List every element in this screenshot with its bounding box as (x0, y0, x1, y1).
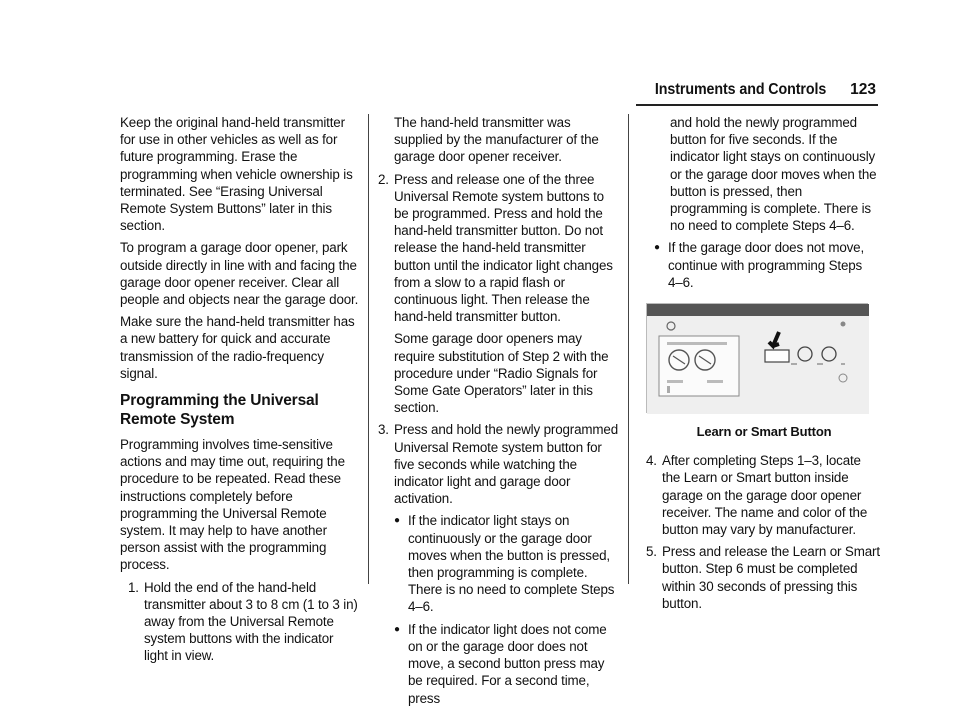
step-item (638, 452, 880, 538)
figure-caption: Learn or Smart Button (696, 424, 832, 440)
step-text: Press and release the Learn or Smart button. Step 6 must be completed within 30 seconds of pressing this button. (662, 544, 880, 611)
paragraph: To program a garage door opener, park outside directly in line with and facing the garage door opener receiver. Clear all people and objects near the garage door. (120, 240, 359, 308)
bullet-icon: ● (394, 515, 400, 527)
bullet-item (378, 621, 618, 707)
step-text: Hold the end of the hand-held transmitter about 3 to 8 cm (1 to 3 in) away from the Universal Remote system buttons with the indicator light in view. (144, 579, 358, 664)
column-divider-1 (368, 114, 369, 584)
step-item (378, 171, 618, 326)
step-number: 2. (378, 171, 389, 187)
column-2 (378, 114, 618, 712)
section-heading: Programming the Universal Remote System (120, 392, 319, 429)
step-number: 1. (128, 579, 139, 595)
paragraph: Keep the original hand-held transmitter for use in other vehicles as well as for future programming. Erase the programming when vehicle ownership is terminated. See “Erasing Universal Remote System Buttons” later in this section. (120, 115, 353, 234)
bullet-text: If the indicator light stays on continuously or the garage door moves when the button is pressed, then programming is complete. There is no need to complete Steps 4–6. (408, 513, 615, 615)
step-number: 4. (646, 453, 657, 469)
paragraph: Make sure the hand-held transmitter has a new battery for quick and accurate transmission of the radio-frequency signal. (120, 314, 355, 381)
bullet-icon: ● (394, 623, 400, 635)
garage-opener-illustration (647, 304, 869, 414)
column-3 (638, 114, 880, 617)
header-rule (636, 104, 878, 106)
bullet-icon: ● (654, 242, 660, 254)
paragraph: Some garage door openers may require substitution of Step 2 with the procedure under “Radio Signals for Some Gate Operators” later in this section. (394, 331, 609, 416)
step-number: 5. (646, 544, 657, 560)
column-1 (120, 114, 360, 670)
paragraph: and hold the newly programmed button for five seconds. If the indicator light stays on continuously or the garage door moves when the button is pressed, then programming is complete. There is no need to complete Steps 4–6. (670, 115, 877, 234)
bullet-text: If the indicator light does not come on or the garage door does not move, a second button press may be required. For a second time, press (408, 621, 607, 706)
bullet-item (638, 239, 880, 291)
paragraph: The hand-held transmitter was supplied by the manufacturer of the garage door opener receiver. (394, 115, 599, 165)
step-item (120, 579, 360, 665)
paragraph: Programming involves time-sensitive actions and may time out, requiring the procedure to be repeated. Read these instructions completely before programming the Universal Remote system. It may help to have another person assist with the programming process. (120, 437, 345, 573)
page-number: 123 (850, 81, 876, 98)
bullet-text: If the garage door does not move, continue with programming Steps 4–6. (668, 240, 865, 290)
step-text: After completing Steps 1–3, locate the Learn or Smart button inside garage on the garage door opener receiver. The name and color of the button may vary by manufacturer. (662, 453, 868, 538)
step-item (638, 543, 880, 612)
header-title: Instruments and Controls (654, 81, 826, 98)
step-text: Press and hold the newly programmed Universal Remote system button for five seconds while watching the indicator light and garage door activation. (394, 422, 618, 507)
column-divider-2 (628, 114, 629, 584)
bullet-item (378, 512, 618, 615)
learn-button-figure (646, 303, 868, 413)
step-item (378, 421, 618, 507)
step-number: 3. (378, 422, 389, 438)
step-text: Press and release one of the three Universal Remote system buttons to be programmed. Press and hold the hand-held transmitter button. Do not release the hand-held transmitter button until the indicator light changes from a slow to a rapid flash or continuous light. Then release the hand-held transmitter button. (394, 171, 613, 325)
